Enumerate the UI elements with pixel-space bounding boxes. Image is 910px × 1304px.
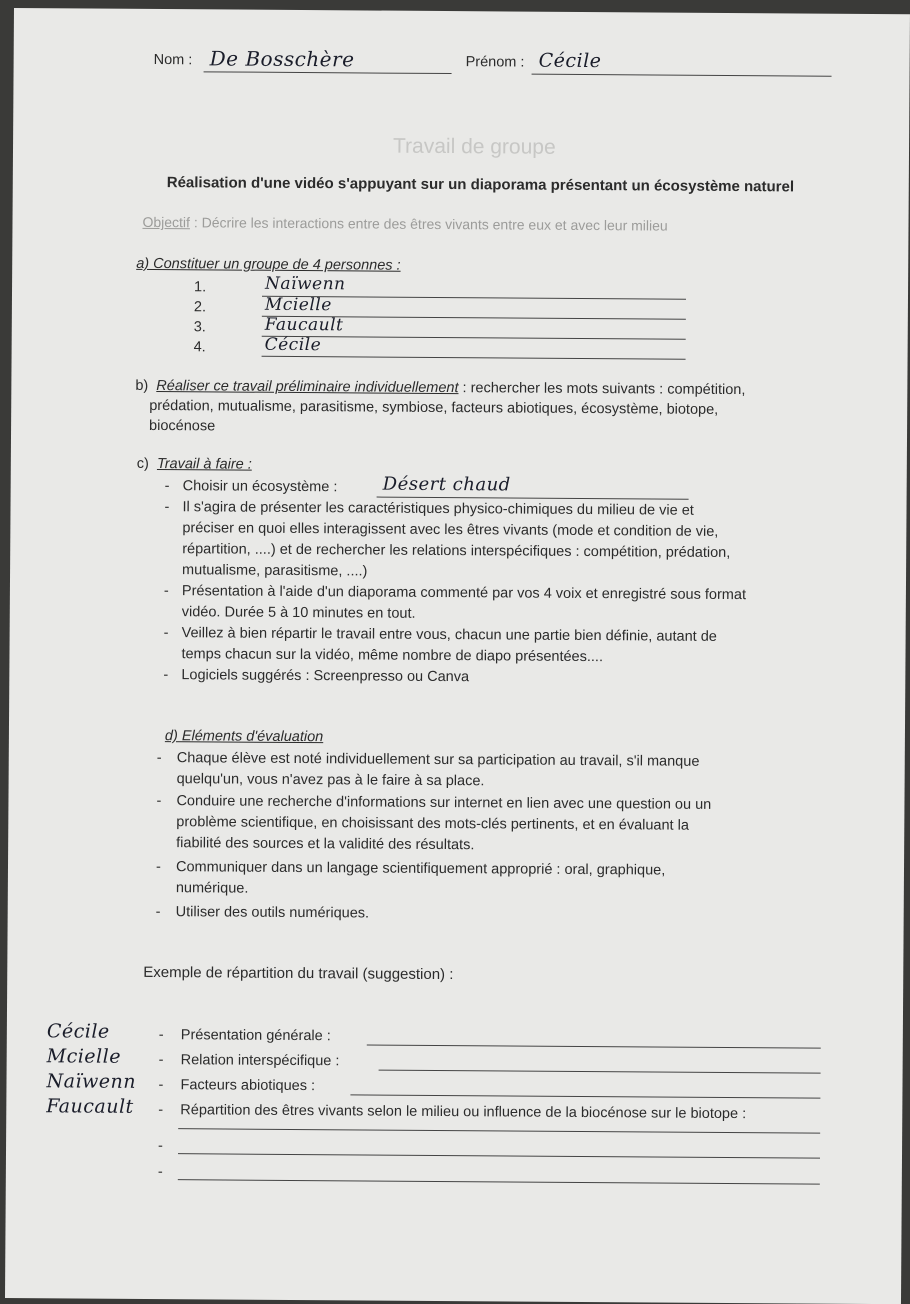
bullet-dash: -: [157, 1164, 163, 1181]
section-d-line: Chaque élève est noté individuellement sur sa participation au travail, s'il manque: [176, 750, 700, 770]
distribution-item-label: Présentation générale :: [180, 1027, 331, 1045]
section-c-title: Travail à faire :: [156, 456, 252, 473]
member-line: [262, 356, 686, 360]
distribution-line: [350, 1094, 820, 1098]
section-c-line: préciser en quoi elles interagissent avec les êtres vivants (mode et condition de vie,: [182, 520, 719, 540]
section-b-text: : rechercher les mots suivants : compétition,: [458, 380, 746, 399]
section-c-line: répartition, ....) et de rechercher les relations interspécifiques : compétition, prédation,: [182, 541, 731, 562]
member-name: Naïwenn: [265, 273, 346, 295]
distribution-item-label: Répartition des êtres vivants selon le milieu ou influence de la biocénose sur le biotope :: [180, 1102, 747, 1123]
member-number: 1.: [193, 279, 207, 296]
section-b-label: b): [135, 377, 149, 394]
distribution-item-label: Facteurs abiotiques :: [180, 1077, 316, 1095]
ecosystem-line: [377, 497, 689, 500]
nom-line: [204, 71, 452, 74]
section-d-line: problème scientifique, en choisissant des mots-clés pertinents, et en évaluant la: [176, 814, 689, 834]
distribution-line: [178, 1128, 820, 1133]
bullet-dash: -: [158, 1138, 163, 1155]
member-name: Cécile: [264, 334, 322, 356]
distribution-line: [379, 1070, 821, 1074]
distribution-title: Exemple de répartition du travail (suggestion) :: [143, 963, 454, 984]
prenom-line: [532, 74, 832, 77]
bullet-dash: -: [155, 859, 161, 876]
section-c-line: Présentation à l'aide d'un diaporama commenté par vos 4 voix et enregistré sous format: [181, 583, 747, 604]
bullet-dash: -: [163, 583, 169, 600]
distribution-item-label: Relation interspécifique :: [180, 1052, 340, 1070]
section-d-line: Utiliser des outils numériques.: [175, 904, 370, 922]
assignee-name: Naïwenn: [46, 1070, 137, 1093]
section-b-line-2: prédation, mutualisme, parasitisme, symbiose, facteurs abiotiques, écosystème, biotope,: [149, 397, 719, 418]
section-d-line: Conduire une recherche d'informations sur internet en lien avec une question ou un: [176, 793, 712, 813]
bullet-dash: -: [155, 904, 161, 921]
section-c-line: temps chacun sur la vidéo, même nombre de diapo présentées....: [181, 646, 604, 666]
section-d-line: quelqu'un, vous n'avez pas à le faire à sa place.: [176, 771, 485, 790]
nom-label: Nom :: [153, 51, 193, 69]
distribution-line: [367, 1044, 821, 1048]
bullet-dash: -: [156, 793, 162, 810]
objective: [142, 214, 667, 234]
assignee-name: Mcielle: [46, 1045, 122, 1068]
distribution-line: [178, 1153, 820, 1158]
objective-text: : Décrire les interactions entre des êtres vivants entre eux et avec leur milieu: [189, 214, 668, 234]
section-d-title: [165, 728, 323, 745]
assignee-name: Faucault: [46, 1095, 134, 1118]
member-number: 4.: [193, 339, 206, 356]
bullet-dash: -: [164, 499, 170, 516]
choose-ecosystem-label: Choisir un écosystème :: [182, 478, 338, 496]
section-c-line: Veillez à bien répartir le travail entre vous, chacun une partie bien définie, autant de: [181, 625, 717, 645]
nom-value: De Bosschère: [209, 46, 355, 72]
section-a-title-text: a) Constituer un groupe de 4 personnes :: [136, 255, 401, 274]
faint-title: Travail de groupe: [392, 134, 556, 159]
prenom-label: Prénom :: [465, 54, 525, 71]
section-d-line: Communiquer dans un langage scientifiquement approprié : oral, graphique,: [175, 859, 666, 879]
section-c-line: Il s'agira de présenter les caractéristiques physico-chimiques du milieu de vie et: [182, 499, 694, 519]
assignee-name: Cécile: [46, 1020, 110, 1043]
section-c-line: Logiciels suggérés : Screenpresso ou Canva: [181, 667, 470, 686]
section-c-heading: [137, 456, 252, 473]
bullet-dash: -: [158, 1052, 164, 1069]
member-name: Faucault: [264, 314, 344, 336]
bullet-dash: -: [164, 478, 170, 495]
bullet-dash: -: [163, 667, 169, 684]
section-c-line: mutualisme, parasitisme, ....): [182, 562, 368, 580]
prenom-value: Cécile: [538, 49, 602, 73]
bullet-dash: -: [158, 1102, 164, 1119]
section-a-title: [136, 256, 401, 274]
section-d-line: numérique.: [175, 880, 249, 897]
objective-label: Objectif: [142, 213, 191, 231]
section-c-label: c): [136, 455, 149, 472]
ecosystem-value: Désert chaud: [382, 473, 511, 496]
section-b-line-3: biocénose: [149, 417, 216, 435]
distribution-line: [178, 1179, 820, 1184]
member-name: Mcielle: [264, 294, 332, 316]
section-b-title: Réaliser ce travail préliminaire individuellement: [156, 378, 459, 397]
bullet-dash: -: [158, 1077, 164, 1094]
member-number: 2.: [193, 299, 207, 316]
bullet-dash: -: [156, 750, 162, 767]
section-b-line-1: [135, 378, 745, 398]
section-c-line: vidéo. Durée 5 à 10 minutes en tout.: [181, 604, 416, 622]
worksheet-page: [5, 8, 910, 1304]
bullet-dash: -: [158, 1027, 164, 1044]
member-number: 3.: [193, 319, 206, 336]
member-line: [262, 336, 686, 340]
page-title: Réalisation d'une vidéo s'appuyant sur un diaporama présentant un écosystème naturel: [166, 174, 795, 196]
section-d-line: fiabilité des sources et la validité des résultats.: [176, 835, 475, 854]
bullet-dash: -: [163, 625, 169, 642]
section-d-title-text: d) Eléments d'évaluation: [164, 728, 324, 746]
